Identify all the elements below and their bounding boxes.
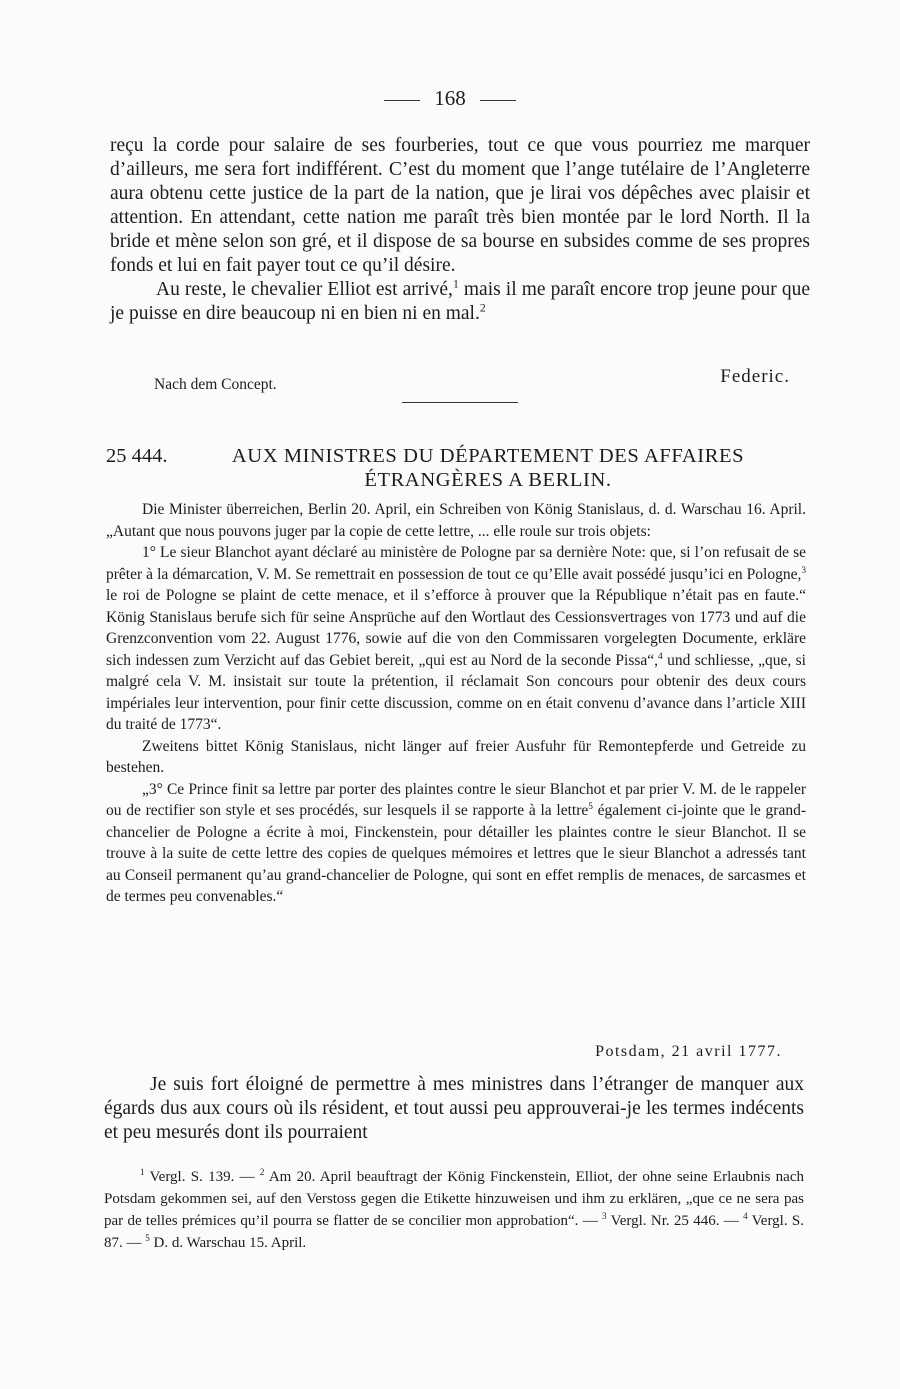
footnote-text: Vergl. S. 139. — [144,1169,260,1185]
footnote-ref: 5 [588,801,593,812]
paragraph: reçu la corde pour salaire de ses fourberies, tout ce que vous pourriez me marquer d’ailleurs, me sera fort indifférent. C’est du moment que l’ange tutélaire de l’Angleterre aura obtenu cette justice de la part de la nation, que je lirai vos dépêches avec plaisir et attention. En attendant, cette nation me paraît très bien montée par le lord North. Il la bride et mène selon son gré, et il dispose de sa bourse en subsides comme de ses propres fonds et lui en fait payer tout ce qu’il désire. [110,135,810,276]
text-run: „3° Ce Prince finit sa lettre par porter des plaintes contre le sieur Blanchot et par prier V. M. de le rappeler ou de rectifier son style et ses procédés, sur lesquels il se rapporte à la lettre [106,780,806,819]
text-run: und schliesse, „que, si malgré cela V. M. insistait sur toute la prétention, il réclamait Son concours pour obtenir des deux cours impériales leur intervention, pour finir cette discussion, comme on en était convenu d’avance dans l’article XIII du traité de 1773“. [106,651,806,733]
paragraph [106,779,806,908]
footnote-text: D. d. Warschau 15. April. [149,1235,307,1251]
document-heading [106,444,810,492]
text-run: Au reste, le chevalier Elliot est arrivé, [156,279,453,300]
source-note: Nach dem Concept. [154,376,277,393]
footnote-text: Vergl. S. 87. — [104,1213,804,1251]
footnote-mark: 1 [140,1167,145,1177]
place-date: Potsdam, 21 avril 1777. [595,1043,782,1060]
header-rule-right [480,100,516,101]
heading-line: ÉTRANGÈRES A BERLIN. [364,469,612,491]
text-run: mais il me paraît encore trop jeune pour que je puisse en dire beaucoup ni en bien ni en mal. [110,279,810,324]
text-run: le roi de Pologne se plaint de cette menace, et il s’efforce à prouver que la République n’était pas en faute.“ König Stanislaus berufe sich für seine Ansprüche auf den Wortlaut des Cessionsvertrages von 1773 und auf die Grenzconvention vom 22. August 1776, sowie auf die von den Commissaren vorgelegten Documente, erkläre sich indessen zum Verzicht auf das Gebiet bereit, „qui est au Nord de la seconde Pissa“, [106,587,806,669]
footnote-mark: 5 [145,1233,150,1243]
letter-body [104,1073,804,1145]
paragraph: Je suis fort éloigné de permettre à mes ministres dans l’étranger de manquer aux égards dus aux cours où ils résident, et tout aussi peu approuverai-je les termes indécents et peu mesurés dont ils pourraient [104,1074,804,1143]
footnote-ref: 4 [658,651,663,662]
paragraph [110,278,810,326]
paragraph: Zweitens bittet König Stanislaus, nicht länger auf freier Ausfuhr für Remontepferde und Getreide zu bestehen. [106,737,806,776]
paragraph [106,542,806,736]
footnote-text: Vergl. Nr. 25 446. — [606,1213,744,1229]
page-header [0,86,900,111]
footnote-mark: 3 [602,1211,607,1221]
signature: Federic. [720,366,790,387]
footnote-ref: 1 [452,277,459,291]
footnote-ref: 3 [801,565,806,576]
text-run: 1° Le sieur Blanchot ayant déclaré au ministère de Pologne par sa dernière Note: que, si l’on refusait de se prêter à la démarcation, V. M. Se remettrait en possession de tout ce qu’Elle avait possédé jusqu’ici en Pologne, [106,544,806,583]
paragraph: Die Minister überreichen, Berlin 20. April, ein Schreiben von König Stanislaus, d. d. Warschau 16. April. „Autant que nous pouvons juger par la copie de cette lettre, ... elle roule sur trois objets: [106,501,806,540]
document-number: 25 444. [106,445,168,467]
text-run: également ci-jointe que le grand-chancelier de Pologne a écrite à moi, Finckenstein, pour détailler les plaintes contre le sieur Blanchot. Il se trouve à la suite de cette lettre des copies de quelques mémoires et lettres que le sieur Blanchot a adressés tant au Conseil permanent qu’au grand-chancelier de Pologne, qui sont en effet remplis de menaces, de sarcasmes et de termes peu convenables.“ [106,802,807,905]
header-rule-left [384,100,420,101]
footnote-mark: 4 [743,1211,748,1221]
footnote-text: Am 20. April beauftragt der König Finckenstein, Elliot, der ohne seine Erlaubnis nach Potsdam gekommen sei, auf den Verstoss gegen die Etikette hinzuweisen und ihm zu erklären, „que ce ne sera pas par de telles prémices qu’il pourra se flatter de se concilier mon approbation“. — [104,1169,804,1229]
heading-line: AUX MINISTRES DU DÉPARTEMENT DES AFFAIRES [231,445,745,467]
footnote-paragraph [104,1166,804,1254]
footnote-ref: 2 [479,301,486,315]
section-divider [402,402,518,403]
page-number: 168 [434,86,466,110]
footnotes [104,1166,804,1254]
letter-continuation [110,134,810,326]
footnote-mark: 2 [259,1167,265,1177]
editorial-summary [106,499,806,908]
